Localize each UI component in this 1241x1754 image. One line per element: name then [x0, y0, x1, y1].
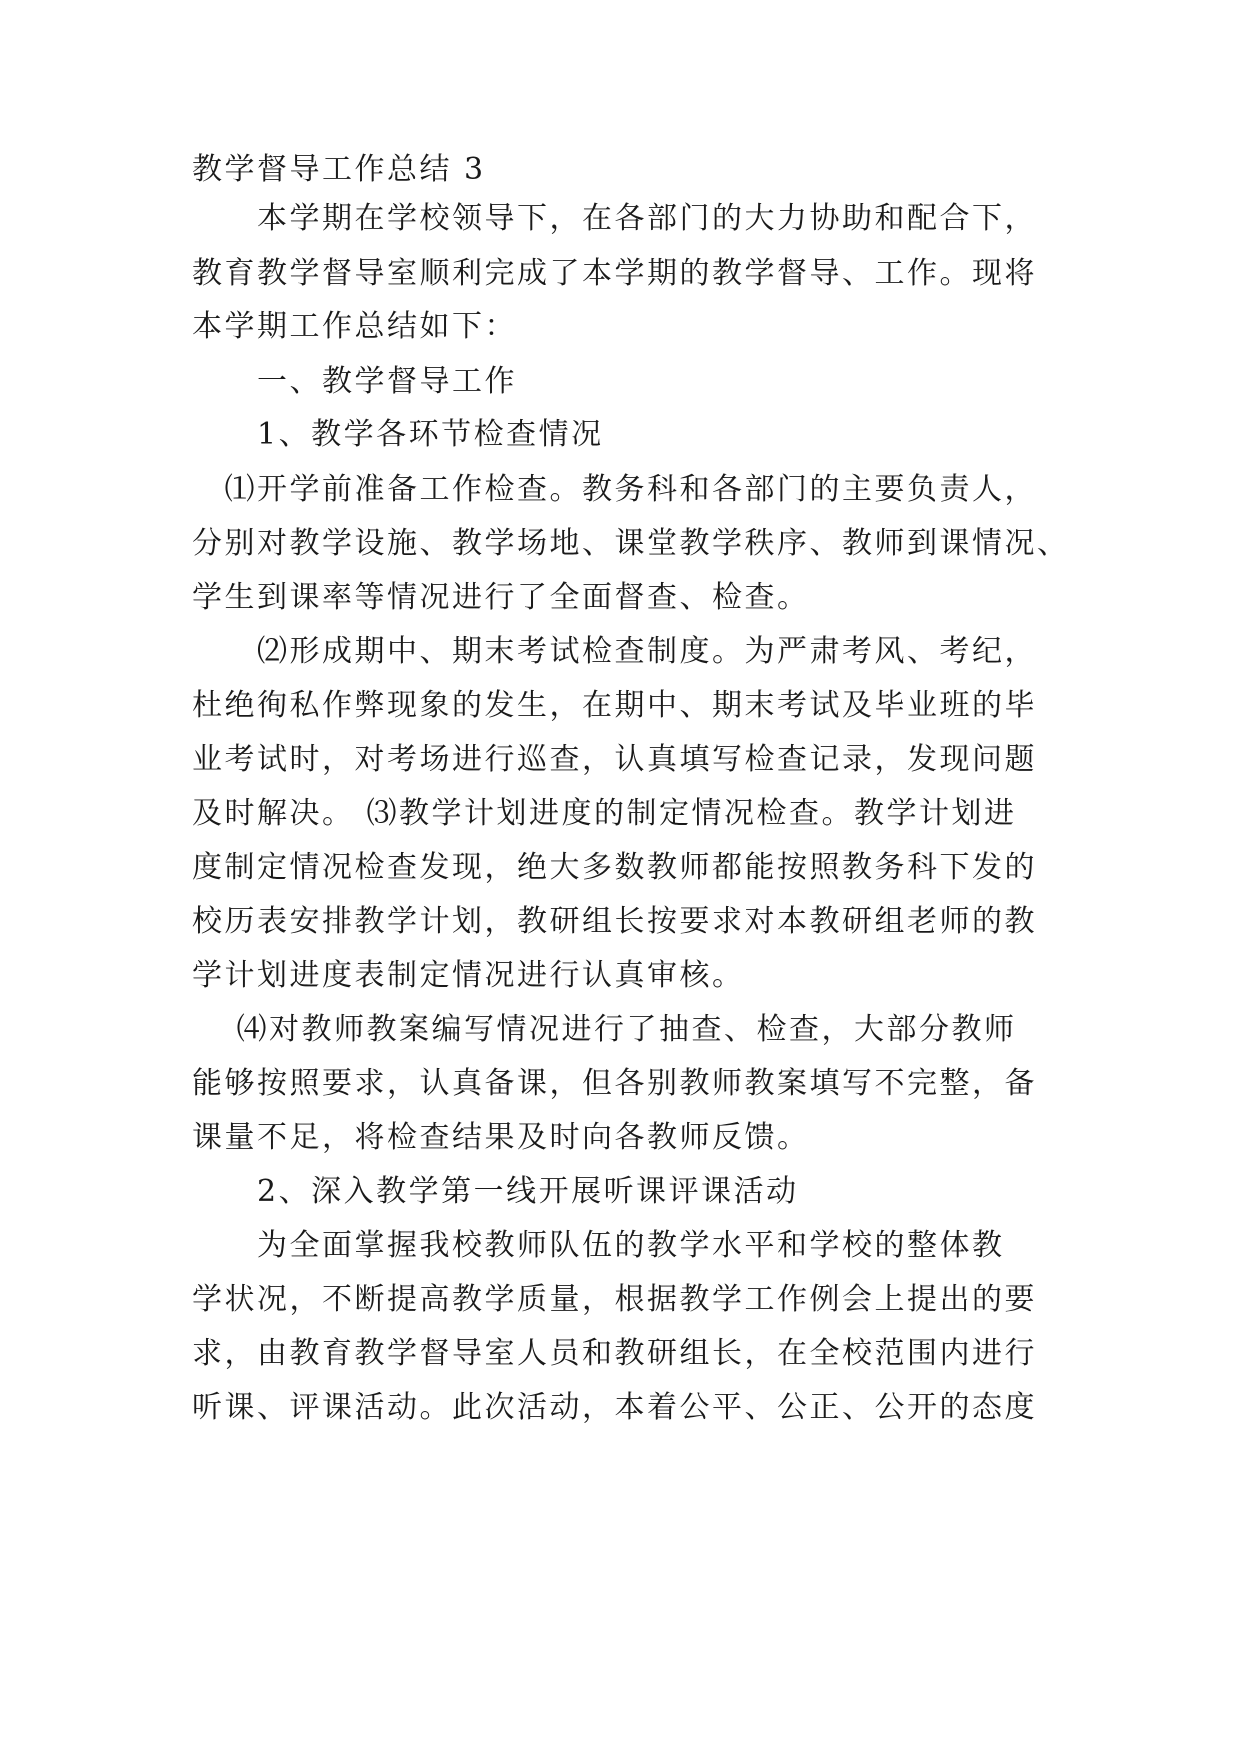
text-line: 度制定情况检查发现，绝大多数教师都能按照教务科下发的	[192, 850, 1037, 885]
text-line: 教育教学督导室顺利完成了本学期的教学督导、工作。现将	[192, 256, 1037, 291]
text-line: ⑴开学前准备工作检查。教务科和各部门的主要负责人，	[192, 472, 1037, 507]
text-line: 能够按照要求，认真备课，但各别教师教案填写不完整，备	[192, 1066, 1037, 1101]
text-line: 及时解决。 ⑶教学计划进度的制定情况检查。教学计划进	[192, 796, 1017, 831]
text-line: 业考试时，对考场进行巡查，认真填写检查记录，发现问题	[192, 742, 1037, 777]
subsection-heading: 1、教学各环节检查情况	[192, 417, 604, 452]
subsection-heading: 2、深入教学第一线开展听课评课活动	[192, 1174, 799, 1209]
text-line: 求，由教育教学督导室人员和教研组长，在全校范围内进行	[192, 1336, 1037, 1371]
text-line: 学状况，不断提高教学质量，根据教学工作例会上提出的要	[192, 1282, 1037, 1317]
text-line: 课量不足，将检查结果及时向各教师反馈。	[192, 1120, 810, 1155]
text-line: 学计划进度表制定情况进行认真审核。	[192, 958, 745, 993]
text-line: 本学期在学校领导下，在各部门的大力协助和配合下，	[192, 201, 1037, 236]
text-line: 为全面掌握我校教师队伍的教学水平和学校的整体教	[192, 1228, 1005, 1263]
text-line: 杜绝徇私作弊现象的发生，在期中、期末考试及毕业班的毕	[192, 688, 1037, 723]
text-line: ⑵形成期中、期末考试检查制度。为严肃考风、考纪，	[192, 634, 1037, 669]
document-title: 教学督导工作总结 3	[192, 152, 486, 187]
section-heading: 一、教学督导工作	[192, 364, 517, 399]
text-line: 听课、评课活动。此次活动，本着公平、公正、公开的态度	[192, 1390, 1037, 1425]
text-line: ⑷对教师教案编写情况进行了抽查、检查，大部分教师	[192, 1012, 1017, 1047]
text-line: 学生到课率等情况进行了全面督查、检查。	[192, 580, 810, 615]
text-line: 分别对教学设施、教学场地、课堂教学秩序、教师到课情况、	[192, 526, 1070, 561]
text-line: 本学期工作总结如下：	[192, 309, 517, 344]
text-line: 校历表安排教学计划，教研组长按要求对本教研组老师的教	[192, 904, 1037, 939]
